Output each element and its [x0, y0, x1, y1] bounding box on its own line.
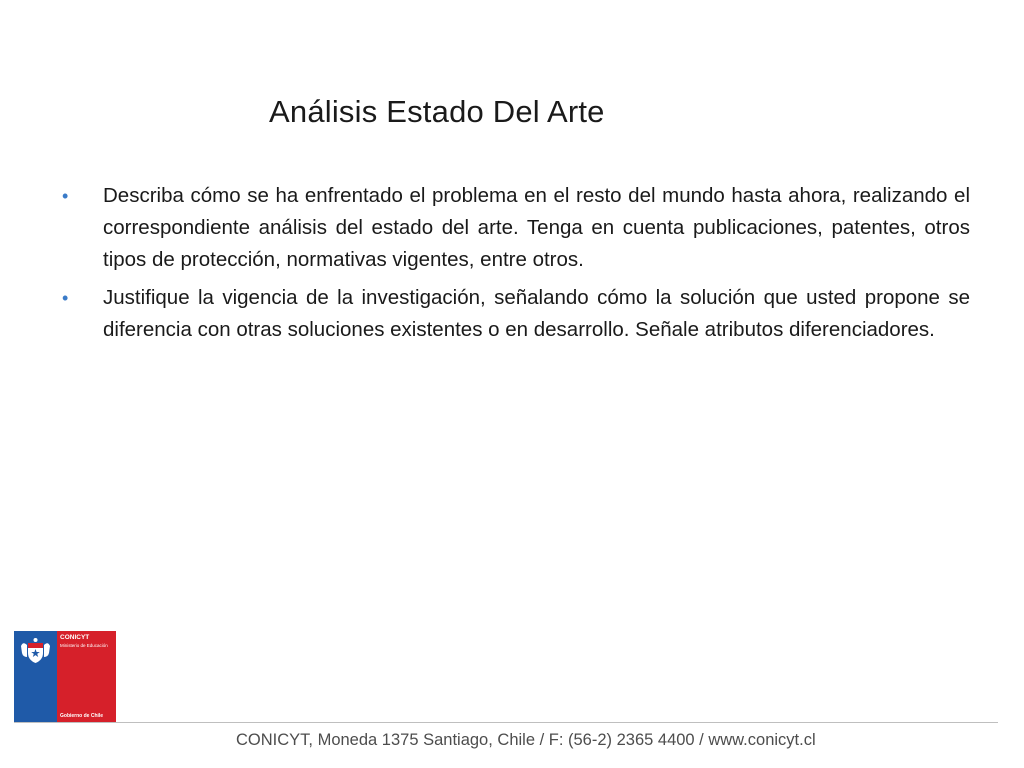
logo-blue-panel [14, 631, 57, 723]
conicyt-logo [14, 631, 116, 723]
bullet-text: Describa cómo se ha enfrentado el problema en el resto del mundo hasta ahora, realizando el correspondiente análisis del estado del arte. Tenga en cuenta publicaciones, patentes, otros tipos de protección, normativas vigentes, entre otros. [103, 184, 970, 271]
logo-name: CONICYT [60, 634, 90, 641]
footer-contact: CONICYT, Moneda 1375 Santiago, Chile / F: (56-2) 2365 4400 / www.conicyt.cl [236, 731, 816, 749]
coat-of-arms-icon [19, 637, 52, 665]
bullet-marker: • [62, 186, 69, 206]
logo-government: Gobierno de Chile [60, 713, 104, 719]
slide-title: Análisis Estado Del Arte [269, 94, 605, 129]
footer-divider [14, 722, 998, 723]
bullet-marker: • [62, 288, 69, 308]
bullet-item [62, 180, 970, 276]
logo-red-panel [57, 631, 116, 723]
bullet-text: Justifique la vigencia de la investigación, señalando cómo la solución que usted propone se diferencia con otras soluciones existentes o en desarrollo. Señale atributos diferenciadores. [103, 286, 970, 341]
logo-ministry: Ministerio de Educación [60, 643, 108, 648]
bullet-item [62, 282, 970, 346]
bullet-list [62, 180, 970, 352]
